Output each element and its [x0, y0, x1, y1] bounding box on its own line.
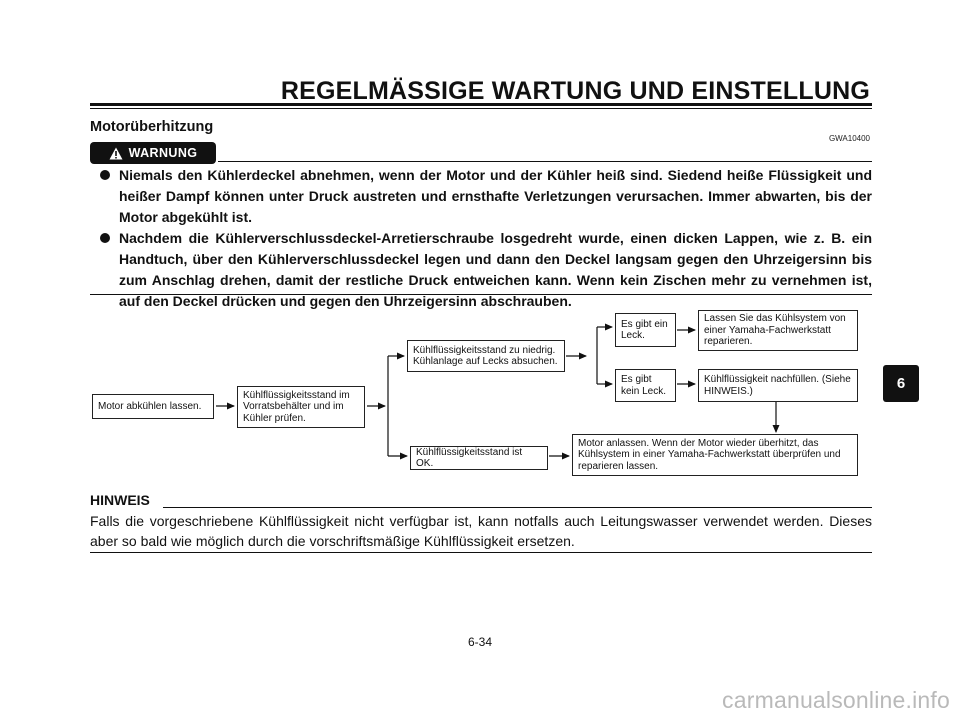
flow-box-level-low: [407, 340, 565, 372]
flow-box-dealer-check: [698, 310, 858, 351]
warning-item-text: Nachdem die Kühlerverschlussdeckel-Arretierschraube losgedreht wurde, einen dicken Lappen, wie z. B. ein Handtuch, über den Kühlerverschlussdeckel legen und dann den Deckel langsam gegen den Uhrzeigersinn bis zum Anschlag drehen, damit der restliche Druck entweichen kann. Wenn kein Zischen mehr zu vernehmen ist, auf den Deckel drücken und gegen den Uhrzeigersinn abschrauben.: [119, 230, 872, 309]
warning-item: [100, 228, 872, 312]
chapter-tab: 6: [883, 365, 919, 402]
warning-item: [100, 165, 872, 228]
flow-box-text: Kühlflüssigkeitsstand im Vorratsbehälter und im Kühler prüfen.: [243, 389, 350, 424]
flow-box-add-coolant: [698, 369, 858, 402]
bullet-icon: [100, 233, 110, 243]
flow-box-check-level: [237, 386, 365, 428]
flow-box-level-ok: [410, 446, 548, 470]
watermark: carmanualsonline.info: [722, 687, 950, 713]
warning-triangle-icon: [109, 147, 123, 160]
warning-rule: [218, 161, 872, 162]
flow-box-text: Lassen Sie das Kühlsystem von einer Yamaha-Fachwerkstatt reparieren.: [704, 313, 846, 348]
flow-box-text: Kühlflüssigkeit nachfüllen. (Siehe HINWEIS.): [704, 374, 851, 397]
title-rule: [90, 103, 872, 106]
page-number: 6-34: [467, 635, 493, 649]
note-end-rule: [90, 552, 872, 553]
warning-list: [100, 165, 872, 312]
flow-box-text: Motor anlassen. Wenn der Motor wieder überhitzt, das Kühlsystem in einer Yamaha-Fachwerkstatt überprüfen und reparieren lassen.: [578, 437, 841, 472]
title-rule-thin: [90, 108, 872, 109]
flow-box-start-engine: [572, 434, 858, 476]
flow-box-cool-engine: [92, 394, 214, 419]
flow-box-text: Motor abkühlen lassen.: [98, 400, 202, 412]
flow-box-text: Es gibt kein Leck.: [621, 374, 667, 397]
note-heading: HINWEIS: [90, 492, 150, 508]
warning-end-rule: [90, 294, 872, 295]
flow-box-text: Kühlflüssigkeitsstand ist OK.: [416, 446, 523, 469]
warning-label: WARNUNG: [128, 146, 198, 160]
section-heading: Motorüberhitzung: [90, 119, 214, 135]
reference-code: GWA10400: [828, 134, 870, 143]
note-text: Falls die vorgeschriebene Kühlflüssigkeit nicht verfügbar ist, kann notfalls auch Leitungswasser verwendet werden. Dieses aber so bald wie möglich durch die vorschriftsmäßige Kühlflüssigkeit ersetzen.: [90, 513, 872, 549]
flow-box-text: Es gibt ein Leck.: [621, 318, 668, 341]
warning-item-text: Niemals den Kühlerdeckel abnehmen, wenn der Motor und der Kühler heiß sind. Siedend heiße Flüssigkeit und heißer Dampf können unter Druck austreten und ernsthafte Verletzungen verursachen. Immer abwarten, bis der Motor abgekühlt ist.: [119, 167, 872, 225]
flow-box-leak-no: [615, 369, 676, 402]
note-rule: [163, 507, 872, 508]
page-title: REGELMÄSSIGE WARTUNG UND EINSTELLUNG: [280, 77, 870, 105]
warning-badge: [90, 142, 216, 164]
flow-box-text: Kühlflüssigkeitsstand zu niedrig. Kühlanlage auf Lecks absuchen.: [413, 344, 558, 367]
flow-box-leak-yes: [615, 313, 676, 347]
bullet-icon: [100, 170, 110, 180]
